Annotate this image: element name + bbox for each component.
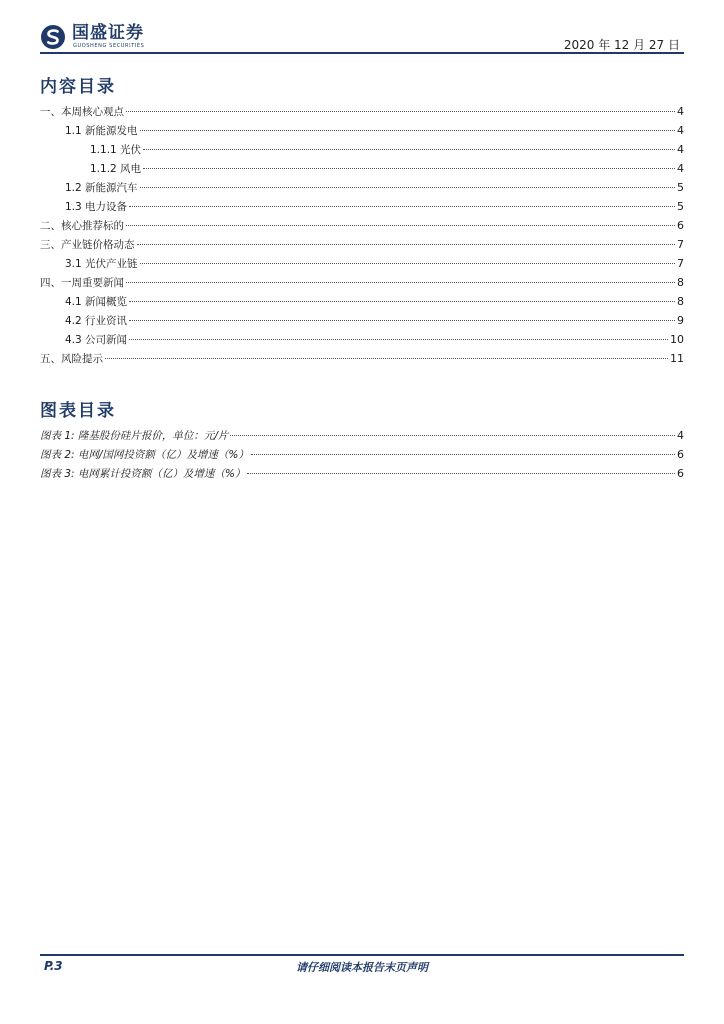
toc-entry-label: 1.2 新能源汽车: [65, 182, 138, 194]
contents-title: 内容目录: [40, 77, 116, 97]
toc-entry-label: 1.1.1 光伏: [90, 144, 142, 156]
company-logo: [40, 22, 160, 52]
toc-entry[interactable]: [40, 142, 684, 161]
toc-entry-page: 7: [677, 238, 684, 251]
dot-leader: [129, 301, 675, 302]
figure-entry[interactable]: [40, 447, 684, 466]
dot-leader: [143, 168, 675, 169]
dot-leader: [129, 320, 675, 321]
toc-entry-page: 6: [677, 219, 684, 232]
dot-leader: [126, 225, 675, 226]
toc-entry[interactable]: [40, 256, 684, 275]
dot-leader: [126, 111, 675, 112]
dot-leader: [129, 206, 675, 207]
toc-entry-label: 1.1.2 风电: [90, 163, 142, 175]
toc-entry-label: 二、核心推荐标的: [40, 220, 124, 232]
toc-entry-page: 4: [677, 105, 684, 118]
dot-leader: [129, 339, 668, 340]
header-divider: [40, 52, 684, 54]
toc-entry-label: 三、产业链价格动态: [40, 239, 135, 251]
dot-leader: [230, 435, 675, 436]
toc-entry-label: 4.1 新闻概览: [65, 296, 128, 308]
toc-entry[interactable]: [40, 161, 684, 180]
toc-entry-page: 11: [670, 352, 684, 365]
toc-entry-page: 4: [677, 124, 684, 137]
dot-leader: [251, 454, 675, 455]
dot-leader: [105, 358, 668, 359]
footer-divider: [40, 954, 684, 956]
figures-list: [40, 428, 684, 485]
toc-entry-label: 一、本周核心观点: [40, 106, 124, 118]
toc-entry[interactable]: [40, 294, 684, 313]
figure-entry-label: 图表 2: 电网/国网投资额（亿）及增速（%）: [40, 449, 249, 461]
page-header: [40, 22, 684, 56]
toc-entry-page: 8: [677, 295, 684, 308]
figure-entry-label: 图表 3: 电网累计投资额（亿）及增速（%）: [40, 468, 246, 480]
toc-entry[interactable]: [40, 180, 684, 199]
toc-entry[interactable]: [40, 313, 684, 332]
dot-leader: [247, 473, 675, 474]
toc-entry-label: 4.2 行业资讯: [65, 315, 128, 327]
logo-subtext: GUOSHENG SECURITIES: [73, 43, 145, 49]
toc-entry-page: 4: [677, 143, 684, 156]
page-number: P.3: [44, 959, 63, 973]
toc-entry-label: 1.1 新能源发电: [65, 125, 138, 137]
toc-entry-page: 8: [677, 276, 684, 289]
figure-entry[interactable]: [40, 428, 684, 447]
contents-list: [40, 104, 684, 370]
report-date: 2020 年 12 月 27 日: [563, 38, 680, 52]
toc-entry[interactable]: [40, 199, 684, 218]
toc-entry-label: 4.3 公司新闻: [65, 334, 128, 346]
toc-entry[interactable]: [40, 104, 684, 123]
toc-entry-label: 3.1 光伏产业链: [65, 258, 138, 270]
figure-entry-page: 6: [677, 467, 684, 480]
toc-entry[interactable]: [40, 351, 684, 370]
dot-leader: [140, 130, 675, 131]
toc-entry-page: 5: [677, 181, 684, 194]
toc-entry-page: 5: [677, 200, 684, 213]
toc-entry-page: 7: [677, 257, 684, 270]
toc-entry[interactable]: [40, 123, 684, 142]
toc-entry-label: 四、一周重要新闻: [40, 277, 124, 289]
logo-text: 国盛证券: [72, 23, 144, 43]
dot-leader: [137, 244, 676, 245]
dot-leader: [143, 149, 675, 150]
figure-entry-label: 图表 1: 隆基股份硅片报价，单位：元/片: [40, 430, 229, 442]
dot-leader: [140, 187, 675, 188]
figure-entry-page: 4: [677, 429, 684, 442]
toc-entry-label: 1.3 电力设备: [65, 201, 128, 213]
toc-entry-page: 4: [677, 162, 684, 175]
toc-entry[interactable]: [40, 275, 684, 294]
toc-entry[interactable]: [40, 218, 684, 237]
toc-entry[interactable]: [40, 332, 684, 351]
dot-leader: [140, 263, 675, 264]
toc-entry-page: 10: [670, 333, 684, 346]
toc-entry-page: 9: [677, 314, 684, 327]
toc-entry-label: 五、风险提示: [40, 353, 103, 365]
figure-entry-page: 6: [677, 448, 684, 461]
dot-leader: [126, 282, 675, 283]
toc-entry[interactable]: [40, 237, 684, 256]
figure-entry[interactable]: [40, 466, 684, 485]
figures-title: 图表目录: [40, 401, 116, 421]
footer-disclaimer: 请仔细阅读本报告末页声明: [296, 961, 428, 974]
logo-s-icon: [40, 24, 66, 50]
